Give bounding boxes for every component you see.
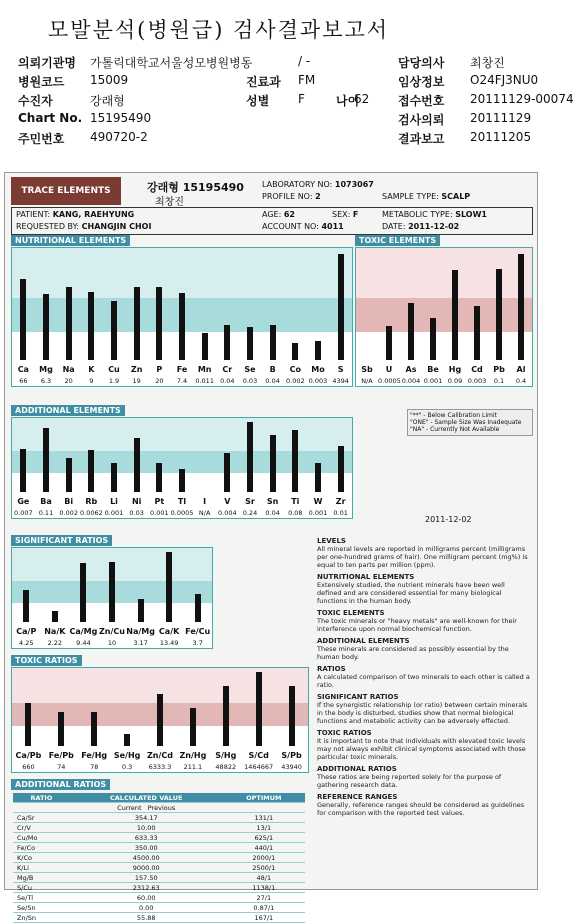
value-label: N/A (361, 377, 373, 385)
category-label: Fe (176, 365, 188, 374)
table-cell: 27/1 (223, 893, 305, 903)
chart-bar (134, 287, 140, 360)
note-heading: ADDITIONAL RATIOS (317, 765, 397, 773)
doctor-handwritten: 최창진 (155, 197, 184, 208)
table-row (13, 843, 305, 853)
chart-bar (292, 430, 298, 492)
additional-section-title: ADDITIONAL ELEMENTS (11, 405, 125, 416)
field-l3: 검사의뢰 (398, 113, 445, 127)
category-label: Zr (335, 497, 346, 506)
category-label: Sn (266, 497, 279, 506)
table-row (13, 833, 305, 843)
field-l3: 담당의사 (398, 56, 445, 70)
chart-bar (166, 552, 172, 622)
col-optimum: OPTIMUM (223, 793, 305, 803)
category-label: Co (289, 365, 302, 374)
field-l1: Chart No. (18, 111, 83, 125)
category-label: I (203, 497, 207, 506)
note-heading: RATIOS (317, 665, 346, 673)
value-label: 4394 (332, 377, 349, 385)
value-label: 9.44 (76, 639, 91, 647)
table-cell: 2000/1 (223, 853, 305, 863)
nutritional-chart (11, 247, 353, 387)
chart-bar (270, 435, 276, 492)
table-cell: Se/Tl (13, 893, 70, 903)
category-label: S/Pb (281, 751, 302, 760)
sample-type: SCALP (441, 192, 471, 201)
value-label: 0.0062 (80, 509, 103, 517)
chart-bar (52, 611, 58, 622)
table-cell: 2312.63 (70, 883, 223, 893)
field-v1: 15195490 (90, 111, 152, 125)
table-cell: 440/1 (223, 843, 305, 853)
chart-bar (134, 438, 140, 492)
chart-bar (66, 287, 72, 360)
note-heading: TOXIC RATIOS (317, 729, 372, 737)
note-heading: LEVELS (317, 537, 346, 545)
chart-bar (386, 326, 392, 360)
value-label: 13.49 (159, 639, 179, 647)
table-cell: Se/Sn (13, 903, 70, 913)
category-label: Fe/Pb (48, 751, 74, 760)
chart-bar (452, 270, 458, 360)
category-label: Mg (39, 365, 53, 374)
value-label: 0.004 (401, 377, 421, 385)
chart-bar (179, 293, 185, 360)
toxic-ratios-chart (11, 667, 309, 773)
chart-bar (224, 453, 230, 492)
col-previous: Previous (147, 803, 176, 812)
table-cell: 9000.00 (70, 863, 223, 873)
chart-bar (138, 599, 144, 622)
category-label: Cu (108, 365, 120, 374)
value-label: 0.04 (265, 377, 280, 385)
category-label: Mo (311, 365, 325, 374)
chart-bar (270, 325, 276, 360)
category-label: Na/Mg (126, 627, 155, 636)
chart-bar (518, 254, 524, 360)
field-v2: / - (298, 54, 311, 68)
field-l3: 결과보고 (398, 132, 445, 146)
table-cell: Ca/Sr (13, 813, 70, 823)
value-label: 6333.3 (148, 763, 172, 771)
value-label: 0.001 (150, 509, 169, 517)
note-heading: ADDITIONAL ELEMENTS (317, 637, 410, 645)
value-label: 2.22 (47, 639, 63, 647)
sex: F (352, 210, 359, 219)
chart-bar (289, 686, 295, 746)
field-v2b: 62 (354, 92, 370, 106)
table-row (13, 913, 305, 923)
table-cell: 350.00 (70, 843, 223, 853)
table-row (13, 903, 305, 913)
lab-no: 1073067 (334, 180, 374, 189)
field-v3: 20111205 (470, 130, 532, 144)
category-label: Ti (291, 497, 300, 506)
note-text: The toxic minerals or "heavy metals" are well-known for their interference upon normal biochemical function. (317, 617, 517, 633)
table-cell: 2500/1 (223, 863, 305, 873)
note-text: Extensively studied, the nutrient minerals have been well defined and are considered essential for many biological functions in the human body. (317, 581, 505, 605)
value-label: 0.001 (104, 509, 124, 517)
chart-bar (315, 341, 321, 360)
note-heading: NUTRITIONAL ELEMENTS (317, 573, 415, 581)
table-cell: Fe/Co (13, 843, 70, 853)
table-cell: Mg/B (13, 873, 70, 883)
table-cell: Cu/Mo (13, 833, 70, 843)
add-ratios-section-title: ADDITIONAL RATIOS (11, 779, 110, 790)
value-label: N/A (198, 509, 211, 517)
value-label: 0.011 (195, 377, 214, 385)
table-cell: 625/1 (223, 833, 305, 843)
category-label: Bi (64, 497, 74, 506)
field-l3: 임상정보 (398, 75, 445, 89)
field-l1: 주민번호 (18, 132, 65, 146)
category-label: Cd (471, 365, 483, 374)
chart-bar (23, 590, 29, 622)
table-cell: 55.88 (70, 913, 223, 923)
chart-bar (430, 318, 436, 360)
ratios-section-title: SIGNIFICANT RATIOS (11, 535, 112, 546)
lab-logo: TRACE ELEMENTS (11, 177, 121, 205)
value-label: 0.003 (467, 377, 487, 385)
value-label: 66 (19, 377, 28, 385)
value-label: 0.1 (493, 377, 505, 385)
category-label: Ca (17, 365, 29, 374)
note-heading: REFERENCE RANGES (317, 793, 398, 801)
field-v1: 15009 (90, 73, 129, 87)
chart-bar (88, 450, 94, 492)
value-label: 211.1 (183, 763, 203, 771)
col-ratio: RATIO (13, 793, 70, 803)
category-label: V (224, 497, 231, 506)
value-label: 0.0005 (378, 377, 401, 385)
chart-bar (224, 325, 230, 360)
table-cell: 167/1 (223, 913, 305, 923)
note-text: A calculated comparison of two minerals to each other is called a ratio. (317, 673, 530, 689)
report-header (0, 0, 574, 172)
table-cell: Zn/Sn (13, 913, 70, 923)
value-label: 1464667 (244, 763, 274, 771)
field-v2: F (298, 92, 305, 106)
category-label: Al (516, 365, 526, 374)
explanatory-notes (317, 533, 531, 817)
chart-bar (20, 449, 26, 492)
table-cell: 13/1 (223, 823, 305, 833)
chart-bar (88, 292, 94, 360)
table-cell: K/Li (13, 863, 70, 873)
chart-bar (202, 333, 208, 360)
table-row (13, 823, 305, 833)
field-l3: 접수번호 (398, 94, 445, 108)
value-label: 0.002 (59, 509, 78, 517)
field-v3: 20111129 (470, 111, 532, 125)
field-v2: FM (298, 73, 316, 87)
chart-bar (223, 686, 229, 746)
table-cell: 0.87/1 (223, 903, 305, 913)
field-l1: 병원코드 (18, 75, 65, 89)
value-label: 4.25 (19, 639, 34, 647)
table-cell: 157.50 (70, 873, 223, 883)
chart-bar (247, 422, 253, 492)
chart-bar (80, 563, 86, 622)
chart-bar (25, 703, 31, 746)
requested-by: CHANGJIN CHOI (81, 222, 152, 231)
chart-bar (338, 446, 344, 492)
value-label: 0.0005 (170, 509, 194, 517)
patient-handwritten: 강래형 15195490 (147, 181, 244, 194)
table-cell: 10.00 (70, 823, 223, 833)
category-label: Sb (361, 365, 373, 374)
category-label: Mn (197, 365, 212, 374)
value-label: 0.001 (308, 509, 328, 517)
table-cell: 0.00 (70, 903, 223, 913)
table-cell: 1138/1 (223, 883, 305, 893)
table-row (13, 873, 305, 883)
value-label: 19 (132, 377, 141, 385)
field-l1: 수진자 (18, 94, 53, 108)
value-label: 0.003 (308, 377, 328, 385)
chart-bar (156, 463, 162, 492)
patient-info-table: LABORATORY NO: 1073067 PROFILE NO: 2 SAMPLE TYPE: SCALP PATIENT: KANG, RAEHYUNG AGE: 62 SEX: F METABOLIC TYPE: SLOW1 REQUESTED BY: CHANGJIN CHOI ACCOUNT NO: 4011 DATE: 2011-12-02 (11, 207, 533, 235)
chart-bar (179, 469, 185, 492)
chart-bar (111, 301, 117, 360)
category-label: As (405, 365, 417, 374)
field-v3: 20111129-00074 (470, 92, 574, 106)
chart-bar (338, 254, 344, 360)
category-label: Fe/Hg (81, 751, 108, 760)
nutritional-section-title: NUTRITIONAL ELEMENTS (11, 235, 130, 246)
col-calculated: CALCULATED VALUE (70, 793, 223, 803)
chart-bar (20, 279, 26, 360)
additional-ratios-table (13, 793, 305, 923)
value-label: 3.7 (192, 639, 203, 647)
toxic-chart (355, 247, 533, 387)
category-label: Cr (222, 365, 233, 374)
value-label: 0.04 (220, 377, 235, 385)
chart-bar (315, 463, 321, 492)
category-label: Tl (177, 497, 187, 506)
value-label: 3.17 (133, 639, 148, 647)
value-label: 1.9 (108, 377, 120, 385)
field-l2b: 나이 (336, 94, 360, 108)
report-title: 모발분석(병원급) 검사결과보고서 (48, 18, 390, 42)
category-label: P (156, 365, 163, 374)
value-label: 0.11 (38, 509, 54, 517)
category-label: Ni (131, 497, 142, 506)
profile-no: 2 (315, 192, 321, 201)
chart-bar (247, 327, 253, 360)
category-label: Li (110, 497, 118, 506)
field-v3: 최창진 (470, 56, 505, 70)
chart-bar (496, 269, 502, 360)
category-label: Zn/Hg (179, 751, 207, 760)
category-label: K (88, 365, 95, 374)
category-label: S/Hg (215, 751, 237, 760)
note-text: These minerals are considered as possibly essential by the human body. (317, 645, 509, 661)
chart-bar (43, 294, 49, 360)
category-label: Ca/K (158, 627, 180, 636)
value-label: 0.24 (242, 509, 258, 517)
category-label: W (313, 497, 323, 506)
value-label: 0.002 (286, 377, 305, 385)
category-label: Ge (17, 497, 30, 506)
report-date: 2011-12-02 (408, 222, 460, 231)
table-row (13, 883, 305, 893)
note-text: These ratios are being reported solely for the purpose of gathering research data. (317, 773, 502, 789)
category-label: Sr (245, 497, 255, 506)
value-label: 0.3 (121, 763, 133, 771)
table-cell: 60.00 (70, 893, 223, 903)
category-label: Rb (85, 497, 98, 506)
note-text: Generally, reference ranges should be considered as guidelines for comparison with the reported test values. (317, 801, 525, 817)
table-cell: 354.17 (70, 813, 223, 823)
chart-bar (408, 303, 414, 360)
legend-box: "**" - Below Calibration Limit "ONE" - Sample Size Was Inadequate "NA" - Currently Not Available (407, 409, 533, 436)
field-v3: O24FJ3NU0 (470, 73, 539, 87)
category-label: Se (244, 365, 256, 374)
field-v1: 490720-2 (90, 130, 148, 144)
category-label: Ca/Mg (69, 627, 98, 636)
note-text: If the synergistic relationship (or ratio) between certain minerals in the body is disturbed, studies show that normal biological functions and metabolic activity can be adversely effected. (317, 701, 528, 725)
metabolic-type: SLOW1 (455, 210, 487, 219)
chart-bar (190, 708, 196, 746)
significant-ratios-chart (11, 547, 213, 649)
category-label: Na (62, 365, 75, 374)
toxic-section-title: TOXIC ELEMENTS (355, 235, 440, 246)
table-cell: S/Cu (13, 883, 70, 893)
table-cell: 131/1 (223, 813, 305, 823)
table-cell: K/Co (13, 853, 70, 863)
value-label: 0.03 (129, 509, 144, 517)
table-cell: 633.33 (70, 833, 223, 843)
table-row (13, 863, 305, 873)
table-row (13, 893, 305, 903)
date-handwritten: 2011-12-02 (425, 515, 472, 524)
value-label: 78 (90, 763, 99, 771)
value-label: 0.004 (218, 509, 237, 517)
category-label: Be (427, 365, 439, 374)
additional-chart (11, 417, 353, 519)
note-text: All mineral levels are reported in milligrams percent (milligrams per one-hundred grams of hair). One milligram percent (mg%) is equal to ten parts per million (ppm). (317, 545, 528, 569)
category-label: Se/Hg (113, 751, 141, 760)
category-label: U (385, 365, 393, 374)
toxic-ratios-section-title: TOXIC RATIOS (11, 655, 82, 666)
chart-bar (58, 712, 64, 746)
table-cell: 4500.00 (70, 853, 223, 863)
field-v1: 가톨릭대학교서울성모병원병동 (90, 56, 253, 70)
category-label: S/Cd (248, 751, 269, 760)
age: 62 (283, 210, 295, 219)
category-label: Na/K (44, 627, 66, 636)
note-heading: TOXIC ELEMENTS (317, 609, 385, 617)
value-label: 20 (64, 377, 73, 385)
category-label: Fe/Cu (185, 627, 211, 636)
value-label: 48822 (215, 763, 237, 771)
table-cell: Cr/V (13, 823, 70, 833)
account-no: 4011 (321, 222, 344, 231)
chart-bar (474, 306, 480, 360)
col-current: Current (117, 803, 142, 812)
table-row (13, 813, 305, 823)
chart-bar (195, 594, 201, 622)
scanned-lab-report (4, 172, 538, 922)
chart-bar (157, 694, 163, 746)
value-label: 20 (155, 377, 164, 385)
chart-bar (156, 287, 162, 360)
chart-bar (66, 458, 72, 492)
field-v1: 강래형 (90, 94, 125, 108)
value-label: 0.09 (447, 377, 463, 385)
chart-bar (109, 562, 115, 622)
value-label: 7.4 (176, 377, 188, 385)
field-l1: 의뢰기관명 (18, 56, 76, 70)
value-label: 0.4 (515, 377, 527, 385)
category-label: Zn/Cu (98, 627, 125, 636)
table-cell: 48/1 (223, 873, 305, 883)
value-label: 0.001 (423, 377, 443, 385)
chart-bar (111, 463, 117, 492)
table-row (13, 853, 305, 863)
note-text: It is important to note that individuals with elevated toxic levels may not always exhibit clinical symptoms associated with those particular toxic minerals. (317, 737, 526, 761)
category-label: Ca/P (16, 627, 37, 636)
patient-name: KANG, RAEHYUNG (52, 210, 135, 219)
category-label: Ca/Pb (15, 751, 42, 760)
category-label: Ba (40, 497, 52, 506)
chart-bar (292, 343, 298, 360)
category-label: Pt (154, 497, 165, 506)
chart-bar (43, 428, 49, 492)
value-label: 43940 (281, 763, 302, 771)
chart-bar (124, 734, 130, 746)
value-label: 0.007 (14, 509, 33, 517)
note-heading: SIGNIFICANT RATIOS (317, 693, 399, 701)
value-label: 0.04 (265, 509, 280, 517)
category-label: Pb (493, 365, 505, 374)
field-l2: 진료과 (246, 75, 281, 89)
category-label: Hg (448, 365, 462, 374)
field-l2: 성별 (246, 94, 270, 108)
value-label: 9 (89, 377, 94, 385)
category-label: Zn (130, 365, 143, 374)
chart-bar (256, 672, 262, 746)
category-label: Zn/Cd (146, 751, 173, 760)
value-label: 6.3 (40, 377, 52, 385)
category-label: B (269, 365, 276, 374)
value-label: 74 (57, 763, 66, 771)
value-label: 10 (107, 639, 117, 647)
chart-bar (91, 712, 97, 746)
value-label: 0.03 (242, 377, 258, 385)
category-label: S (337, 365, 344, 374)
value-label: 0.01 (333, 509, 348, 517)
value-label: 660 (22, 763, 35, 771)
value-label: 0.08 (288, 509, 303, 517)
